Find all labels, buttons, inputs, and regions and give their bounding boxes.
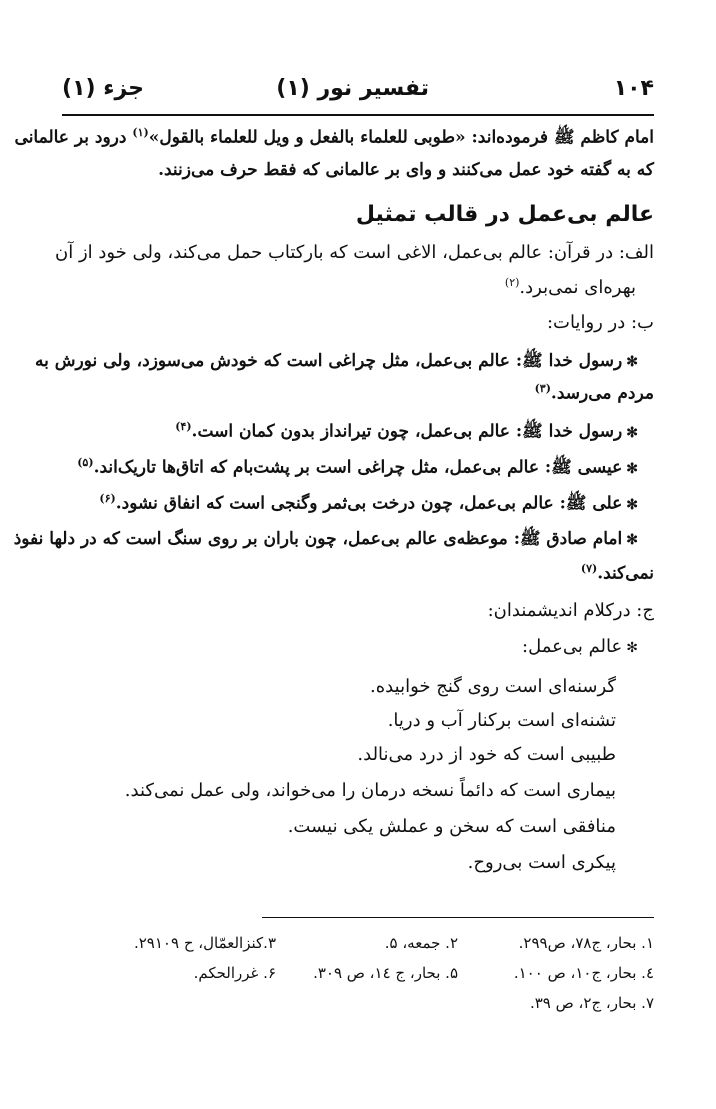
footnote-7: ۷. بحار، ج۲، ص ۳۹. — [529, 994, 654, 1012]
intro-line-1: امام کاظم ﷺ فرموده‌اند: «طوبی للعلماء بالفعل و ویل للعلماء بالقول»$^{(۱)}$ درود بر عالمانی — [14, 126, 654, 148]
narration-5-line-2: نمی‌کند.$^{(۷)}$ — [580, 562, 654, 584]
book-title: تفسیر نور (۱) — [276, 76, 429, 101]
page-number: ۱۰۴ — [613, 76, 654, 101]
intro-line-2: که به گفته خود عمل می‌کنند و وای بر عالمانی که فقط حرف می‌زنند. — [158, 160, 654, 180]
footnote-2: ۲. جمعه، ۵. — [384, 934, 458, 952]
bullet-icon: ✻ — [626, 460, 638, 477]
footnote-6: ۶. غررالحکم. — [193, 964, 276, 982]
section-heading: عالم بی‌عمل در قالب تمثیل — [355, 202, 654, 227]
section-c-sub: ✻عالم بی‌عمل: — [522, 636, 638, 657]
thinker-line-5: منافقی است که سخن و عملش یکی نیست. — [287, 816, 616, 837]
footnote-5: ۵. بحار، ج ١٤، ص ۳۰۹. — [313, 964, 458, 982]
thinker-line-4: بیماری است که دائماً نسخه درمان را می‌خواند، ولی عمل نمی‌کند. — [124, 780, 616, 801]
footnote-divider — [262, 917, 654, 918]
thinker-line-3: طبیبی است که خود از درد می‌نالد. — [357, 744, 616, 765]
section-b-label: ب: در روایات: — [546, 312, 654, 333]
part-label: جزء (۱) — [62, 76, 145, 101]
thinker-line-6: پیکری است بی‌روح. — [467, 852, 616, 873]
bullet-icon: ✻ — [626, 354, 638, 370]
narration-3: ✻عیسی ﷺ: عالم بی‌عمل، مثل چراغی است بر پشت‌بام که اتاق‌ها تاریک‌اند.$^{(۵)}$ — [77, 456, 638, 478]
bullet-icon: ✻ — [626, 424, 638, 441]
thinker-line-2: تشنه‌ای است برکنار آب و دریا. — [387, 710, 616, 731]
narration-5-line-1: ✻امام صادق ﷺ: موعظه‌ی عالم بی‌عمل، چون باران بر روی سنگ است که در دلها نفوذ — [13, 529, 638, 549]
section-c-label: ج: درکلام اندیشمندان: — [487, 600, 654, 621]
page-header — [62, 74, 654, 114]
footnote-4: ٤. بحار، ج۱۰، ص ۱۰۰. — [513, 964, 654, 982]
narration-2: ✻رسول خدا ﷺ: عالم بی‌عمل، چون تیرانداز بدون کمان است.$^{(۴)}$ — [175, 420, 638, 442]
header-divider — [62, 114, 654, 116]
footnote-1: ۱. بحار، ج۷۸، ص۲۹۹. — [518, 934, 654, 952]
narration-1-line-1: ✻رسول خدا ﷺ: عالم بی‌عمل، مثل چراغی است که خودش می‌سوزد، ولی نورش به — [35, 351, 638, 371]
thinker-line-1: گرسنه‌ای است روی گنج خوابیده. — [370, 676, 616, 697]
bullet-icon: ✻ — [626, 532, 638, 548]
narration-4: ✻علی ﷺ: عالم بی‌عمل، چون درخت بی‌ثمر وگنجی است که انفاق نشود.$^{(۶)}$ — [99, 492, 638, 514]
section-a-line-2: بهره‌ای نمی‌برد.$^{(۲)}$ — [504, 276, 636, 298]
footnote-3: ۳.کنزالعمّال، ح ۲۹۱۰۹. — [133, 934, 276, 952]
bullet-icon: ✻ — [626, 640, 638, 656]
narration-1-line-2: مردم می‌رسد.$^{(۳)}$ — [534, 382, 654, 404]
section-a-line-1: الف: در قرآن: عالم بی‌عمل، الاغی است که بارکتاب حمل می‌کند، ولی خود از آن — [55, 242, 654, 263]
bullet-icon: ✻ — [626, 496, 638, 513]
